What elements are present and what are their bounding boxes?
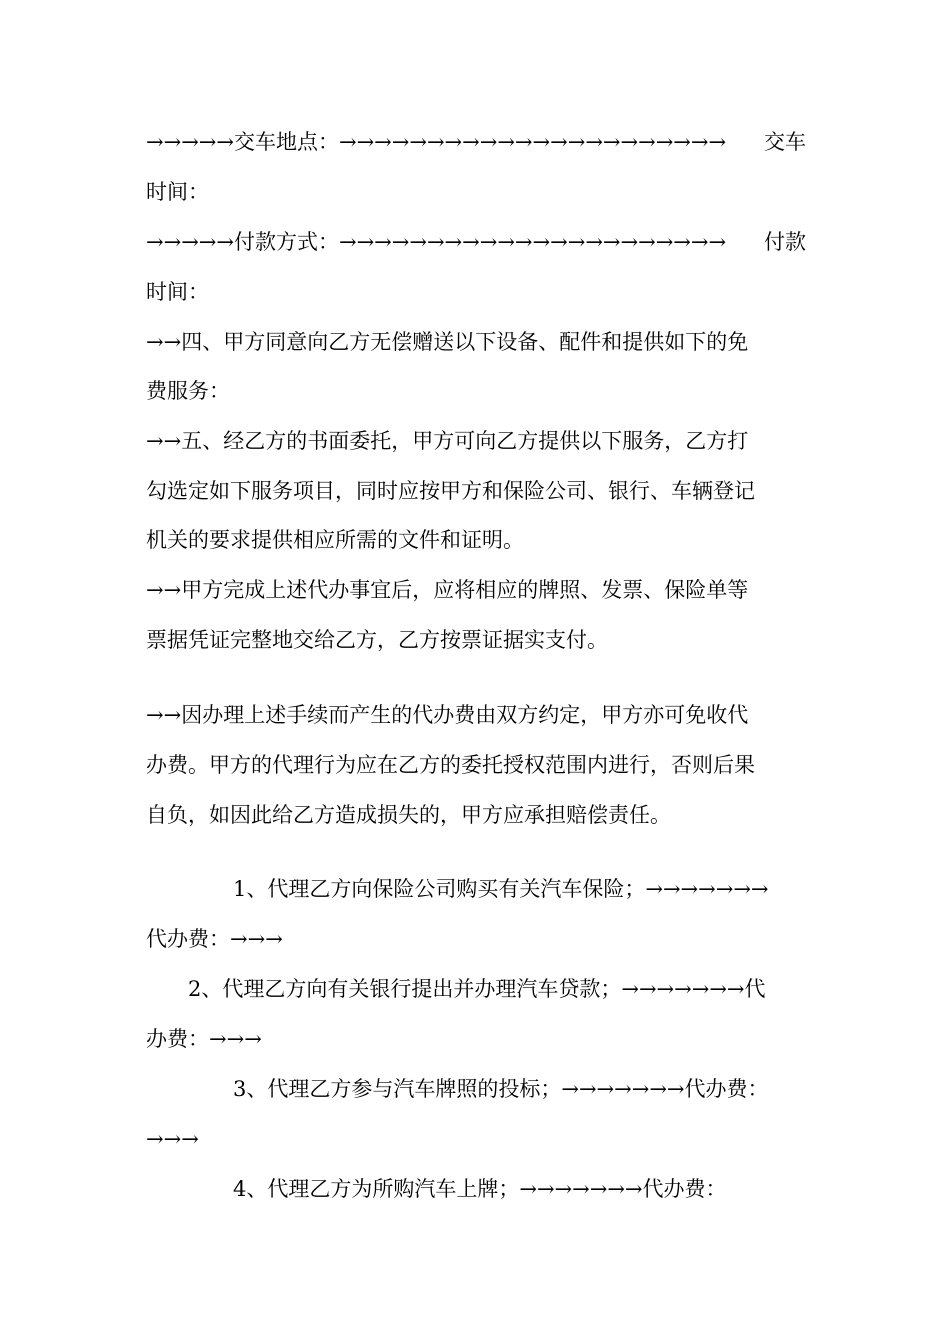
list-item-insurance: 1、代理乙方向保险公司购买有关汽车保险；→→→→→→→ [233,877,769,901]
text-line: 办费：→→→ [146,1027,262,1051]
text-line: →→→ [146,1127,199,1151]
list-item-loan: 2、代理乙方向有关银行提出并办理汽车贷款；→→→→→→→代 [188,977,766,1001]
paragraph-four: →→四、甲方同意向乙方无偿赠送以下设备、配件和提供如下的免 [146,330,749,354]
line-delivery-place [146,127,806,157]
text-line: 办费。甲方的代理行为应在乙方的委托授权范围内进行，否则后果 [146,753,755,777]
line-payment-method [146,227,806,257]
text-segment: →→→→→付款方式：→→→→→→→→→→→→→→→→→→→→→→ [146,230,727,254]
list-item-registration: 4、代理乙方为所购汽车上牌；→→→→→→→代办费： [233,1177,727,1201]
text-line: 勾选定如下服务项目，同时应按甲方和保险公司、银行、车辆登记 [146,479,755,503]
text-line: 费服务： [146,379,230,403]
list-item-plate-bid: 3、代理乙方参与汽车牌照的投标；→→→→→→→代办费： [233,1077,769,1101]
paragraph-fee: →→因办理上述手续而产生的代办费由双方约定，甲方亦可免收代 [146,703,749,727]
text-line: 时间： [146,280,209,304]
text-line: 机关的要求提供相应所需的文件和证明。 [146,528,524,552]
text-segment: 交车 [764,130,806,154]
text-line: 自负，如因此给乙方造成损失的，甲方应承担赔偿责任。 [146,803,671,827]
text-line: 时间： [146,180,209,204]
text-segment: →→→→→交车地点：→→→→→→→→→→→→→→→→→→→→→→ [146,130,727,154]
text-segment: 付款 [764,230,806,254]
text-line: 代办费：→→→ [146,927,283,951]
paragraph-completion: →→甲方完成上述代办事宜后，应将相应的牌照、发票、保险单等 [146,578,749,602]
text-line: 票据凭证完整地交给乙方，乙方按票证据实支付。 [146,628,608,652]
paragraph-five: →→五、经乙方的书面委托，甲方可向乙方提供以下服务，乙方打 [146,429,749,453]
